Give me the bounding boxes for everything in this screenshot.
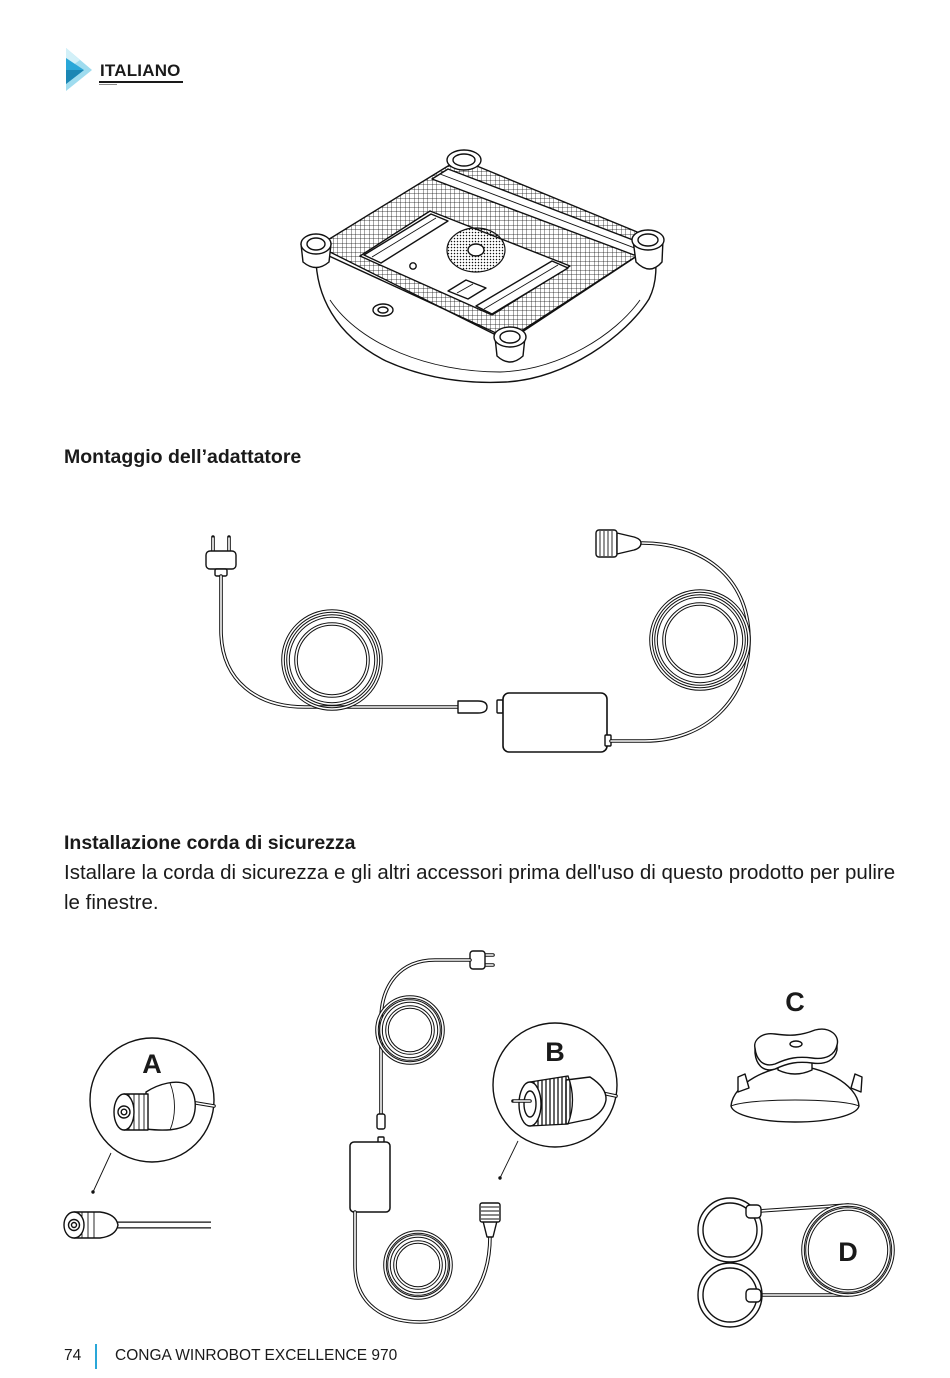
safety-cord-instructions: Istallare la corda di sicurezza e gli altri accessori prima dell'uso di questo prodotto per pulire le finestre. <box>64 861 896 914</box>
adapter-illustration <box>0 515 950 765</box>
safety-cord-power-set <box>350 951 500 1322</box>
page-number: 74 <box>64 1347 82 1364</box>
label-a: A <box>142 1049 162 1079</box>
accessories-illustration <box>0 935 950 1335</box>
safety-cord-section-title: Installazione corda di sicurezza <box>64 832 356 854</box>
power-cord-coil-left <box>283 611 381 709</box>
detail-b <box>493 1023 617 1180</box>
power-plug-icon <box>206 537 236 576</box>
language-label: ITALIANO <box>100 61 181 80</box>
safety-rings <box>698 1198 893 1327</box>
product-name: CONGA WINROBOT EXCELLENCE 970 <box>115 1347 398 1364</box>
adapter-section-title: Montaggio dell’adattatore <box>64 446 302 468</box>
label-b: B <box>545 1037 565 1067</box>
detail-a <box>64 1038 214 1238</box>
indicator-light-icon <box>410 263 416 269</box>
power-cord-coil-right <box>651 591 749 689</box>
power-adapter-box-small <box>350 1142 390 1212</box>
chevron-logo-icon <box>62 44 96 94</box>
dc-connector-icon <box>458 701 487 713</box>
power-plug-small-icon <box>470 951 485 969</box>
footer-divider <box>95 1344 97 1369</box>
power-adapter-box <box>503 693 607 752</box>
robot-illustration <box>0 140 950 390</box>
label-c: C <box>785 987 805 1017</box>
language-underline-accent <box>99 84 117 85</box>
label-d: D <box>838 1237 858 1267</box>
suction-cup <box>731 987 862 1122</box>
threaded-connector-icon <box>596 530 641 557</box>
language-underline <box>99 81 183 83</box>
